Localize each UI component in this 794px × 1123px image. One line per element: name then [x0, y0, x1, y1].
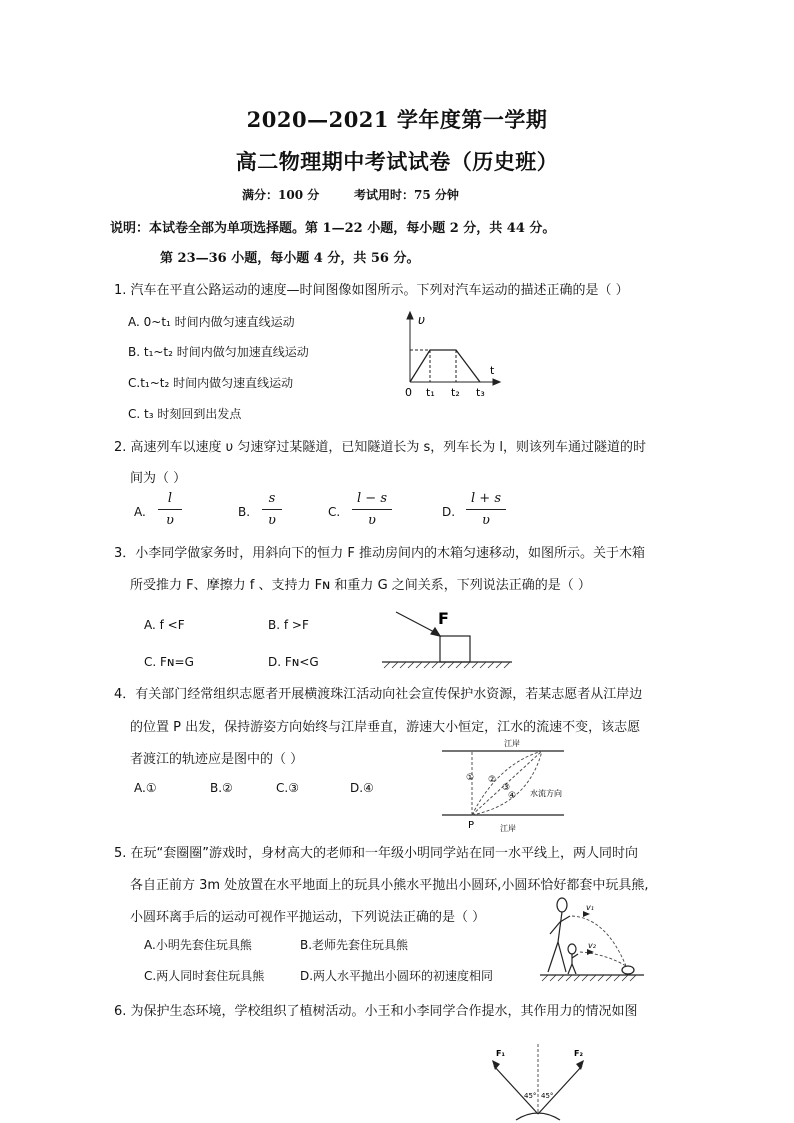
child-head: [568, 944, 576, 954]
q1-option-a: A. 0~t₁ 时间内做匀速直线运动: [128, 315, 295, 329]
q4-stem-line3: 者渡江的轨迹应是图中的（ ）: [130, 752, 304, 767]
bank-top-label: 江岸: [504, 739, 520, 748]
q3-option-d: D. Fɴ<G: [268, 655, 319, 669]
q2-b-denominator: υ: [268, 513, 276, 528]
arrow-right-icon: [493, 379, 500, 385]
q2-option-d-fraction: [466, 491, 506, 528]
v1-label: v₁: [586, 903, 594, 912]
q2-c-numerator: l − s: [357, 491, 387, 506]
q5-option-b: B.老师先套住玩具熊: [300, 938, 409, 952]
q4-stem-line2: 的位置 P 出发，保持游姿方向始终与江岸垂直，游速大小恒定，江水的流速不变，该志愿: [130, 720, 641, 735]
path-3-label: ③: [502, 783, 511, 793]
q5-stem-line1: 5. 在玩“套圈圈”游戏时，身材高大的老师和一年级小明同学站在同一水平线上，两人同时向: [114, 846, 639, 861]
q4-option-a: A.①: [134, 781, 157, 795]
q1-option-c: C.t₁~t₂ 时间内做匀速直线运动: [128, 376, 294, 390]
q1-option-d: C. t₃ 时刻回到出发点: [128, 407, 242, 421]
q2-option-b-letter: B.: [238, 505, 251, 519]
force-f2-line: [538, 1066, 582, 1114]
q5-stem-line2: 各自正前方 3m 处放置在水平地面上的玩具小熊水平抛出小圆环,小圆环恰好都套中玩具熊,: [130, 878, 649, 893]
q5-stem-line3: 小圆环离手后的运动可视作平抛运动，下列说法正确的是（ ）: [130, 910, 486, 925]
bank-bottom-label: 江岸: [500, 824, 516, 833]
flow-direction-label: 水流方向: [530, 789, 562, 798]
q3-stem-line2: 所受推力 F、摩擦力 f 、支持力 Fɴ 和重力 G 之间关系，下列说法正确的是（ ）: [130, 578, 591, 593]
q2-option-b-fraction: [262, 491, 282, 528]
q3-option-a: A. f <F: [144, 618, 185, 632]
q5-option-d: D.两人水平抛出小圆环的初速度相同: [300, 969, 494, 983]
q1-tick-t3: t₃: [476, 386, 485, 399]
arrow-icon: [576, 1060, 584, 1070]
q5-option-a: A.小明先套住玩具熊: [144, 938, 252, 952]
q3-box-figure: [378, 604, 518, 674]
force-f1-line: [494, 1066, 538, 1114]
path-2-label: ②: [488, 775, 497, 785]
arrow-icon: [492, 1060, 500, 1070]
q2-option-a-fraction: [158, 491, 182, 528]
q4-option-c: C.③: [276, 781, 299, 795]
q1-t-label: t: [490, 364, 495, 377]
toy-bear: [622, 966, 634, 974]
q2-d-denominator: υ: [482, 513, 490, 528]
exam-title-line1: 2020—2021 学年度第一学期: [246, 107, 548, 132]
q3-stem-line1: 3．小李同学做家务时，用斜向下的恒力 F 推动房间内的木箱匀速移动，如图所示。关于木箱: [114, 546, 646, 561]
q5-option-c: C.两人同时套住玩具熊: [144, 969, 265, 983]
q2-option-a-letter: A.: [134, 505, 146, 519]
q2-c-denominator: υ: [368, 513, 376, 528]
path-1-label: ①: [466, 773, 475, 783]
instructions-line1: 说明：本试卷全部为单项选择题。第 1—22 小题，每小题 2 分，共 44 分。: [110, 221, 556, 236]
q1-stem: 1. 汽车在平直公路运动的速度—时间图像如图所示。下列对汽车运动的描述正确的是（ ）: [114, 283, 629, 298]
q2-option-c-fraction: [352, 491, 392, 528]
q3-option-b: B. f >F: [268, 618, 309, 632]
trajectory-child: [580, 952, 626, 966]
trajectory-teacher: [572, 916, 626, 966]
q3-option-c: C. Fɴ=G: [144, 655, 194, 669]
q1-origin-label: 0: [405, 386, 412, 399]
point-p-label: P: [468, 820, 475, 831]
bucket-handle: [516, 1113, 560, 1120]
push-force-line: [396, 612, 438, 634]
q1-vt-graph: [396, 308, 506, 400]
q2-stem-line2: 间为（ ）: [130, 471, 187, 486]
f2-label: F₂: [574, 1049, 583, 1058]
angle-left-label: 45°: [524, 1092, 537, 1100]
q6-stem: 6. 为保护生态环境，学校组织了植树活动。小王和小李同学合作提水，其作用力的情况如图: [114, 1004, 638, 1019]
q2-option-d-letter: D.: [442, 505, 456, 519]
q4-river-figure: [438, 734, 578, 834]
q2-b-numerator: s: [268, 491, 276, 506]
v2-label: v₂: [588, 941, 596, 950]
q3-force-label: F: [438, 609, 449, 628]
q1-v-label: υ: [418, 313, 425, 327]
q2-stem-line1: 2. 高速列车以速度 υ 匀速穿过某隧道，已知隧道长为 s，列车长为 l，则该列车通过隧道的时: [114, 440, 646, 455]
arrow-up-icon: [407, 312, 413, 319]
q1-velocity-line: [410, 350, 480, 382]
exam-time: 考试用时：75 分钟: [354, 188, 459, 202]
q2-a-numerator: l: [167, 491, 173, 506]
arrow-icon: [431, 628, 440, 636]
q1-option-b: B. t₁~t₂ 时间内做匀加速直线运动: [128, 345, 309, 359]
full-score: 满分：100 分: [242, 188, 320, 202]
q1-tick-t2: t₂: [451, 386, 460, 399]
q1-tick-t1: t₁: [426, 386, 435, 399]
wooden-box: [440, 636, 470, 662]
q4-option-b: B.②: [210, 781, 233, 795]
q6-force-figure: [476, 1040, 606, 1123]
q4-option-d: D.④: [350, 781, 374, 795]
teacher-head: [557, 898, 567, 912]
q2-option-c-letter: C.: [328, 505, 341, 519]
angle-right-label: 45°: [541, 1092, 554, 1100]
exam-title-line2: 高二物理期中考试试卷（历史班）: [235, 149, 559, 174]
q5-ring-toss-figure: [536, 894, 648, 986]
q4-stem-line1: 4．有关部门经常组织志愿者开展横渡珠江活动向社会宣传保护水资源，若某志愿者从江岸边: [114, 687, 643, 702]
q2-d-numerator: l + s: [471, 491, 501, 506]
f1-label: F₁: [496, 1049, 505, 1058]
instructions-line2: 第 23—36 小题，每小题 4 分，共 56 分。: [160, 251, 420, 266]
path-4-label: ④: [508, 791, 517, 801]
q2-a-denominator: υ: [166, 513, 174, 528]
